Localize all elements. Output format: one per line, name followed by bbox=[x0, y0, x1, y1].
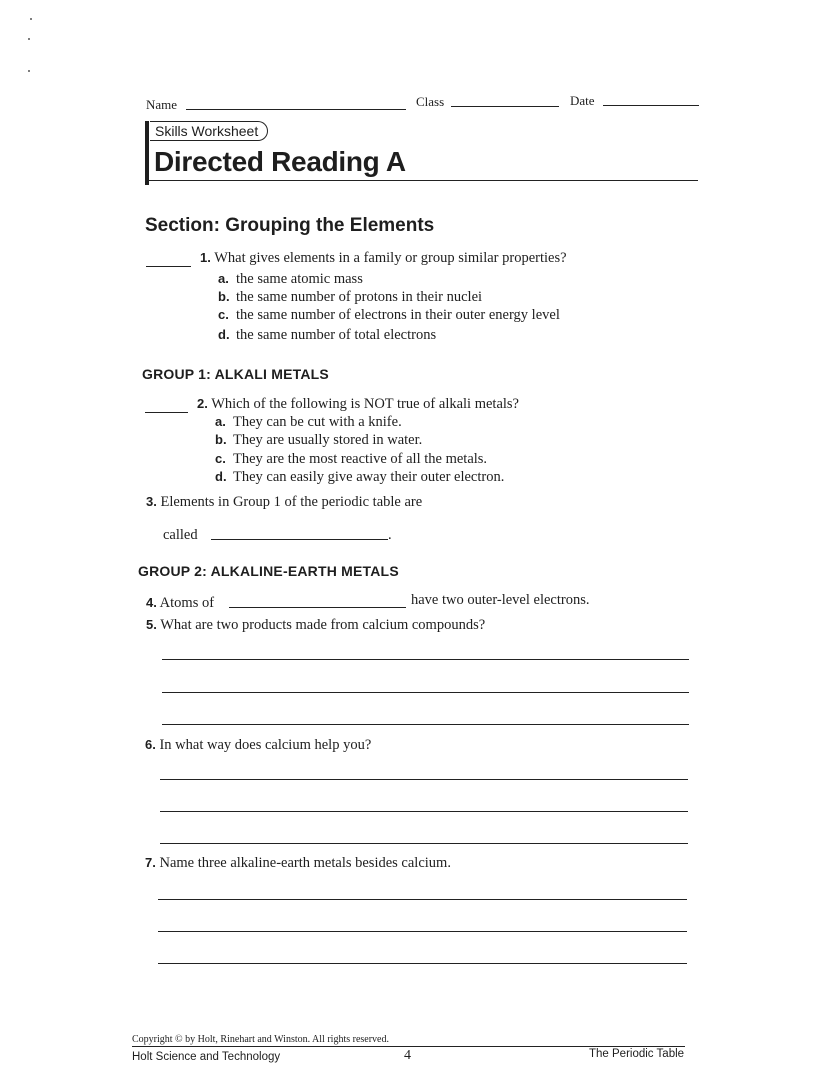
q5-number: 5. bbox=[146, 617, 157, 632]
class-label: Class bbox=[416, 94, 445, 109]
q4-before: Atoms of bbox=[159, 595, 215, 611]
date-label: Date bbox=[570, 93, 595, 108]
q7-answer-line[interactable] bbox=[158, 963, 687, 964]
q3-answer-blank[interactable] bbox=[211, 539, 388, 540]
scan-speck bbox=[30, 18, 32, 20]
group1-heading: GROUP 1: ALKALI METALS bbox=[142, 366, 329, 382]
q5-answer-line[interactable] bbox=[162, 692, 689, 693]
title-bar bbox=[145, 121, 149, 185]
q4-number: 4. bbox=[146, 595, 157, 610]
q7-number: 7. bbox=[145, 855, 156, 870]
footer-rule bbox=[132, 1046, 685, 1047]
q3-question bbox=[146, 494, 422, 511]
q6-answer-line[interactable] bbox=[160, 779, 688, 780]
q1-question bbox=[200, 250, 567, 267]
q2-question bbox=[197, 396, 519, 413]
q1-option-d: d. the same number of total electrons bbox=[218, 327, 437, 343]
q5-answer-line[interactable] bbox=[162, 724, 689, 725]
q2-option-c: c. They are the most reactive of all the metals. bbox=[215, 451, 488, 467]
copyright-notice: Copyright © by Holt, Rinehart and Winston. All rights reserved. bbox=[132, 1034, 389, 1045]
q6-number: 6. bbox=[145, 737, 156, 752]
q5-question bbox=[146, 617, 485, 634]
title-rule bbox=[145, 180, 698, 181]
q3-called: called bbox=[163, 527, 198, 543]
q2-number: 2. bbox=[197, 396, 208, 411]
q7-answer-line[interactable] bbox=[158, 931, 687, 932]
q6-answer-line[interactable] bbox=[160, 843, 688, 844]
page-title: Directed Reading A bbox=[154, 146, 406, 177]
name-label: Name bbox=[146, 97, 178, 112]
q2-answer-blank[interactable] bbox=[145, 412, 188, 413]
q1-number: 1. bbox=[200, 250, 211, 265]
q7-answer-line[interactable] bbox=[158, 899, 687, 900]
q1-option-c: c. the same number of electrons in their outer energy level bbox=[218, 307, 560, 323]
group2-heading: GROUP 2: ALKALINE-EARTH METALS bbox=[138, 563, 399, 579]
page-number: 4 bbox=[404, 1048, 411, 1063]
q1-text: What gives elements in a family or group similar properties? bbox=[214, 250, 567, 266]
q2-text: Which of the following is NOT true of alkali metals? bbox=[211, 396, 519, 412]
scan-speck bbox=[28, 70, 30, 72]
q1-option-a: a. the same atomic mass bbox=[218, 271, 363, 287]
q2-option-b: b. They are usually stored in water. bbox=[215, 432, 423, 448]
footer-chapter-title: The Periodic Table bbox=[589, 1048, 685, 1060]
class-field[interactable] bbox=[451, 106, 559, 107]
skills-worksheet-badge: Skills Worksheet bbox=[150, 121, 268, 141]
q2-option-d: d. They can easily give away their outer electron. bbox=[215, 469, 505, 485]
section-title: Section: Grouping the Elements bbox=[145, 215, 435, 236]
q4-after: have two outer-level electrons. bbox=[411, 592, 590, 608]
q6-text: In what way does calcium help you? bbox=[159, 737, 372, 753]
footer-book-title: Holt Science and Technology bbox=[132, 1051, 281, 1063]
q1-answer-blank[interactable] bbox=[146, 266, 191, 267]
q7-text: Name three alkaline-earth metals besides calcium. bbox=[159, 855, 451, 871]
q3-period: . bbox=[388, 527, 392, 543]
q3-text: Elements in Group 1 of the periodic table are bbox=[160, 494, 423, 510]
q2-option-a: a. They can be cut with a knife. bbox=[215, 414, 402, 430]
q4-question bbox=[146, 595, 214, 612]
q3-number: 3. bbox=[146, 494, 157, 509]
q6-question bbox=[145, 737, 371, 754]
q1-option-b: b. the same number of protons in their nuclei bbox=[218, 289, 483, 305]
q7-question bbox=[145, 855, 451, 872]
q5-text: What are two products made from calcium compounds? bbox=[160, 617, 486, 633]
q6-answer-line[interactable] bbox=[160, 811, 688, 812]
scan-speck bbox=[28, 38, 30, 40]
name-field[interactable] bbox=[186, 109, 406, 110]
date-field[interactable] bbox=[603, 105, 699, 106]
q4-answer-blank[interactable] bbox=[229, 607, 406, 608]
q5-answer-line[interactable] bbox=[162, 659, 689, 660]
